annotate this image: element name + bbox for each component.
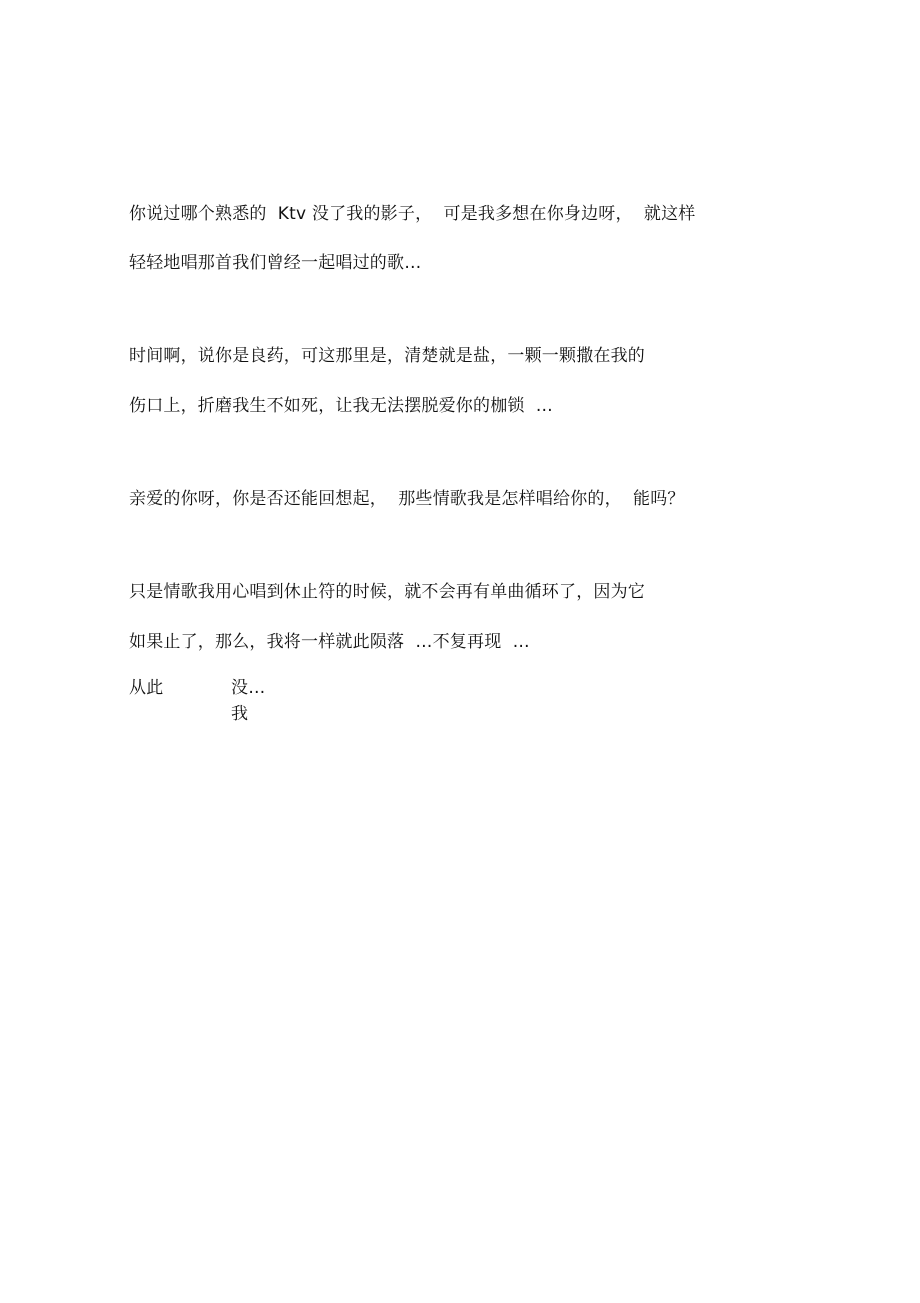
paragraph-5-part-2: 没… [231,678,266,698]
paragraph-1-line-1: 你说过哪个熟悉的 Ktv 没了我的影子， 可是我多想在你身边呀， 就这样 [129,204,696,224]
paragraph-5-part-3: 我 [231,704,249,724]
paragraph-1-line-2: 轻轻地唱那首我们曾经一起唱过的歌… [129,253,422,273]
paragraph-4-line-2: 如果止了，那么，我将一样就此陨落 …不复再现 … [129,632,530,652]
paragraph-3-line-1: 亲爱的你呀，你是否还能回想起， 那些情歌我是怎样唱给你的， 能吗？ [129,489,685,509]
paragraph-4-line-1: 只是情歌我用心唱到休止符的时候，就不会再有单曲循环了，因为它 [129,582,645,602]
paragraph-5-part-1: 从此 [129,678,164,698]
paragraph-2-line-2: 伤口上，折磨我生不如死，让我无法摆脱爱你的枷锁 … [129,396,554,416]
paragraph-2-line-1: 时间啊，说你是良药，可这那里是，清楚就是盐，一颗一颗撒在我的 [129,346,645,366]
